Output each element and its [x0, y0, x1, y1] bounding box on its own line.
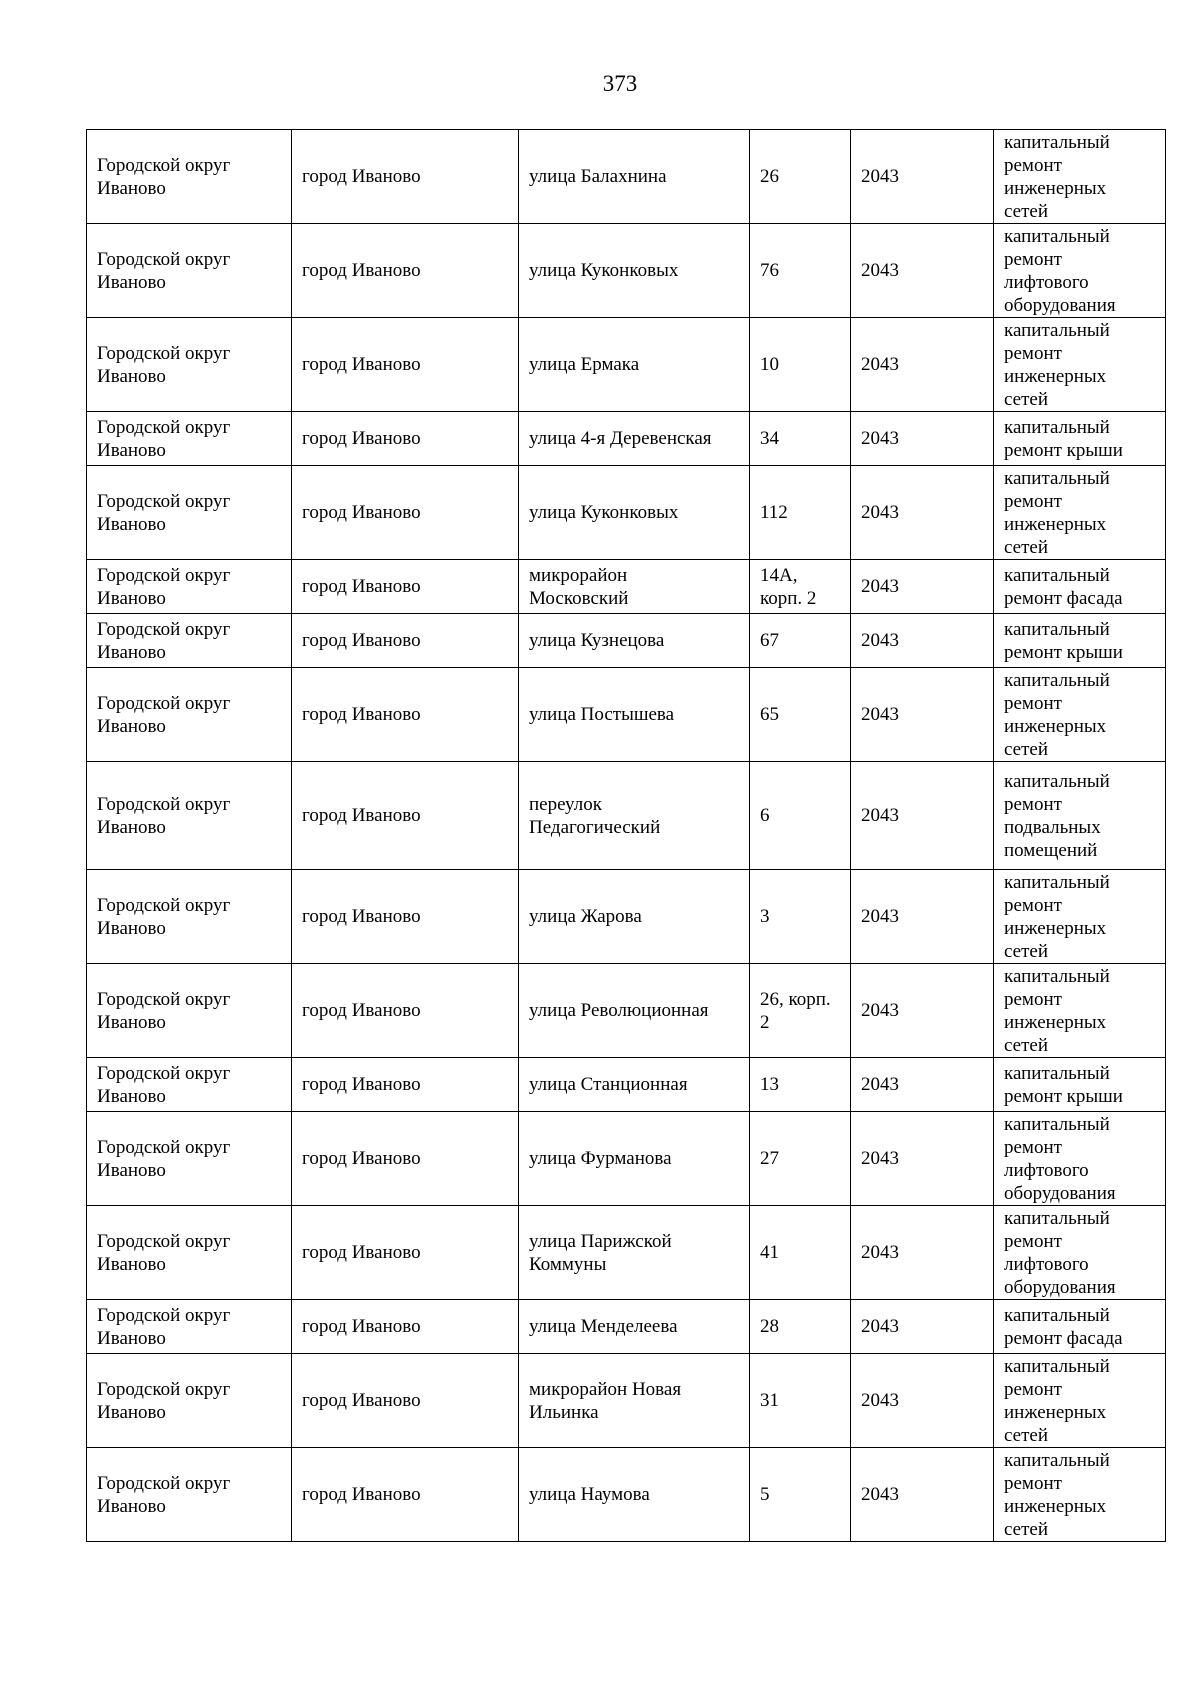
work-type-text: капитальный ремонт крыши: [1004, 416, 1123, 461]
settlement-text: город Иваново: [302, 1000, 421, 1021]
work-type-text: капитальный ремонт инженерных сетей: [1004, 131, 1110, 222]
table-row: [87, 318, 1166, 412]
year-cell: [851, 224, 994, 318]
district-text: Городской округ Иваново: [97, 1472, 231, 1517]
house-cell: [750, 1206, 851, 1300]
table-row: [87, 466, 1166, 560]
year-text: 2043: [861, 502, 899, 523]
settlement-text: город Иваново: [302, 1484, 421, 1505]
table-body: [87, 130, 1166, 1542]
street-cell: [519, 1448, 750, 1542]
district-text: Городской округ Иваново: [97, 618, 231, 663]
house-text: 6: [760, 805, 770, 826]
work-type-text: капитальный ремонт лифтового оборудования: [1004, 1113, 1116, 1204]
house-cell: [750, 130, 851, 224]
table-row: [87, 1112, 1166, 1206]
street-cell: [519, 1300, 750, 1354]
district-cell: [87, 466, 292, 560]
settlement-cell: [292, 1354, 519, 1448]
settlement-cell: [292, 1300, 519, 1354]
work-type-cell: [994, 1058, 1166, 1112]
street-text: улица Парижской Коммуны: [529, 1230, 672, 1275]
table-row: [87, 224, 1166, 318]
settlement-cell: [292, 466, 519, 560]
settlement-text: город Иваново: [302, 805, 421, 826]
district-cell: [87, 1206, 292, 1300]
district-cell: [87, 1112, 292, 1206]
work-type-text: капитальный ремонт инженерных сетей: [1004, 319, 1110, 410]
street-text: улица 4-я Деревенская: [529, 428, 712, 449]
district-text: Городской округ Иваново: [97, 1378, 231, 1423]
settlement-cell: [292, 762, 519, 870]
street-text: улица Балахнина: [529, 166, 667, 187]
settlement-cell: [292, 318, 519, 412]
year-text: 2043: [861, 906, 899, 927]
street-cell: [519, 466, 750, 560]
house-text: 27: [760, 1148, 779, 1169]
work-type-text: капитальный ремонт крыши: [1004, 1062, 1123, 1107]
house-cell: [750, 224, 851, 318]
district-text: Городской округ Иваново: [97, 692, 231, 737]
settlement-cell: [292, 1206, 519, 1300]
street-text: улица Наумова: [529, 1484, 650, 1505]
district-cell: [87, 224, 292, 318]
house-cell: [750, 1112, 851, 1206]
year-text: 2043: [861, 805, 899, 826]
house-cell: [750, 1058, 851, 1112]
year-text: 2043: [861, 428, 899, 449]
work-type-text: капитальный ремонт инженерных сетей: [1004, 965, 1110, 1056]
street-text: переулок Педагогический: [529, 793, 661, 838]
district-cell: [87, 1058, 292, 1112]
house-cell: [750, 1300, 851, 1354]
work-type-text: капитальный ремонт подвальных помещений: [1004, 770, 1110, 861]
district-cell: [87, 412, 292, 466]
house-cell: [750, 614, 851, 668]
street-text: улица Менделеева: [529, 1316, 678, 1337]
street-cell: [519, 614, 750, 668]
settlement-text: город Иваново: [302, 354, 421, 375]
work-type-text: капитальный ремонт крыши: [1004, 618, 1123, 663]
street-text: улица Кузнецова: [529, 630, 665, 651]
district-text: Городской округ Иваново: [97, 342, 231, 387]
year-text: 2043: [861, 1000, 899, 1021]
settlement-text: город Иваново: [302, 1390, 421, 1411]
work-type-text: капитальный ремонт лифтового оборудования: [1004, 1207, 1116, 1298]
district-text: Городской округ Иваново: [97, 793, 231, 838]
work-type-cell: [994, 1206, 1166, 1300]
settlement-cell: [292, 614, 519, 668]
house-text: 67: [760, 630, 779, 651]
district-text: Городской округ Иваново: [97, 1230, 231, 1275]
street-text: улица Станционная: [529, 1074, 688, 1095]
settlement-text: город Иваново: [302, 502, 421, 523]
street-cell: [519, 668, 750, 762]
settlement-cell: [292, 1058, 519, 1112]
year-text: 2043: [861, 1316, 899, 1337]
work-type-cell: [994, 964, 1166, 1058]
house-text: 34: [760, 428, 779, 449]
street-text: улица Жарова: [529, 906, 642, 927]
house-text: 41: [760, 1242, 779, 1263]
table-row: [87, 1300, 1166, 1354]
settlement-cell: [292, 964, 519, 1058]
district-cell: [87, 130, 292, 224]
year-cell: [851, 1300, 994, 1354]
house-text: 14А, корп. 2: [760, 564, 817, 609]
house-text: 76: [760, 260, 779, 281]
settlement-cell: [292, 560, 519, 614]
work-type-cell: [994, 130, 1166, 224]
settlement-text: город Иваново: [302, 704, 421, 725]
year-cell: [851, 1354, 994, 1448]
table-row: [87, 614, 1166, 668]
page-number: 373: [602, 71, 638, 96]
work-type-cell: [994, 560, 1166, 614]
year-text: 2043: [861, 1484, 899, 1505]
work-type-cell: [994, 668, 1166, 762]
house-text: 10: [760, 354, 779, 375]
year-text: 2043: [861, 704, 899, 725]
table-row: [87, 870, 1166, 964]
work-type-cell: [994, 762, 1166, 870]
table-row: [87, 1058, 1166, 1112]
district-text: Городской округ Иваново: [97, 1304, 231, 1349]
year-cell: [851, 1448, 994, 1542]
street-text: улица Куконковых: [529, 260, 679, 281]
house-cell: [750, 1448, 851, 1542]
table-row: [87, 1448, 1166, 1542]
street-text: микрорайон Новая Ильинка: [529, 1378, 682, 1423]
street-text: улица Постышева: [529, 704, 675, 725]
house-text: 65: [760, 704, 779, 725]
year-text: 2043: [861, 354, 899, 375]
house-cell: [750, 466, 851, 560]
district-cell: [87, 964, 292, 1058]
year-cell: [851, 466, 994, 560]
district-cell: [87, 560, 292, 614]
work-type-cell: [994, 1112, 1166, 1206]
house-cell: [750, 762, 851, 870]
house-cell: [750, 668, 851, 762]
district-text: Городской округ Иваново: [97, 490, 231, 535]
year-cell: [851, 668, 994, 762]
house-cell: [750, 318, 851, 412]
district-cell: [87, 668, 292, 762]
year-cell: [851, 412, 994, 466]
house-text: 112: [760, 502, 788, 523]
street-cell: [519, 1206, 750, 1300]
house-text: 5: [760, 1484, 770, 1505]
house-text: 26, корп. 2: [760, 988, 831, 1033]
year-cell: [851, 870, 994, 964]
year-text: 2043: [861, 1242, 899, 1263]
district-cell: [87, 762, 292, 870]
settlement-text: город Иваново: [302, 630, 421, 651]
work-type-cell: [994, 614, 1166, 668]
work-type-cell: [994, 224, 1166, 318]
settlement-cell: [292, 224, 519, 318]
settlement-cell: [292, 130, 519, 224]
table-row: [87, 560, 1166, 614]
district-cell: [87, 1354, 292, 1448]
district-text: Городской округ Иваново: [97, 1062, 231, 1107]
work-type-cell: [994, 1300, 1166, 1354]
work-type-text: капитальный ремонт инженерных сетей: [1004, 467, 1110, 558]
district-text: Городской округ Иваново: [97, 416, 231, 461]
work-type-text: капитальный ремонт фасада: [1004, 1304, 1123, 1349]
house-text: 26: [760, 166, 779, 187]
settlement-text: город Иваново: [302, 1148, 421, 1169]
settlement-text: город Иваново: [302, 1074, 421, 1095]
year-cell: [851, 1112, 994, 1206]
year-text: 2043: [861, 166, 899, 187]
table-row: [87, 130, 1166, 224]
district-text: Городской округ Иваново: [97, 988, 231, 1033]
year-cell: [851, 130, 994, 224]
work-type-cell: [994, 412, 1166, 466]
house-text: 13: [760, 1074, 779, 1095]
work-type-cell: [994, 1354, 1166, 1448]
street-text: улица Куконковых: [529, 502, 679, 523]
settlement-text: город Иваново: [302, 428, 421, 449]
district-cell: [87, 870, 292, 964]
house-cell: [750, 870, 851, 964]
settlement-text: город Иваново: [302, 576, 421, 597]
settlement-text: город Иваново: [302, 1242, 421, 1263]
street-cell: [519, 130, 750, 224]
year-cell: [851, 1058, 994, 1112]
housing-repair-table: [86, 129, 1166, 1542]
house-cell: [750, 560, 851, 614]
work-type-text: капитальный ремонт фасада: [1004, 564, 1123, 609]
work-type-text: капитальный ремонт лифтового оборудования: [1004, 225, 1116, 316]
year-cell: [851, 1206, 994, 1300]
work-type-text: капитальный ремонт инженерных сетей: [1004, 1449, 1110, 1540]
settlement-cell: [292, 412, 519, 466]
settlement-text: город Иваново: [302, 166, 421, 187]
settlement-cell: [292, 870, 519, 964]
work-type-text: капитальный ремонт инженерных сетей: [1004, 871, 1110, 962]
district-text: Городской округ Иваново: [97, 564, 231, 609]
district-text: Городской округ Иваново: [97, 894, 231, 939]
table-row: [87, 964, 1166, 1058]
house-cell: [750, 1354, 851, 1448]
settlement-text: город Иваново: [302, 1316, 421, 1337]
work-type-text: капитальный ремонт инженерных сетей: [1004, 669, 1110, 760]
district-text: Городской округ Иваново: [97, 1136, 231, 1181]
street-text: улица Фурманова: [529, 1148, 672, 1169]
table-row: [87, 1354, 1166, 1448]
street-cell: [519, 412, 750, 466]
house-cell: [750, 412, 851, 466]
settlement-cell: [292, 1112, 519, 1206]
table-row: [87, 668, 1166, 762]
year-cell: [851, 762, 994, 870]
street-text: микрорайон Московский: [529, 564, 629, 609]
district-cell: [87, 614, 292, 668]
house-cell: [750, 964, 851, 1058]
year-cell: [851, 318, 994, 412]
work-type-cell: [994, 870, 1166, 964]
district-text: Городской округ Иваново: [97, 154, 231, 199]
street-cell: [519, 762, 750, 870]
table-row: [87, 412, 1166, 466]
house-text: 28: [760, 1316, 779, 1337]
settlement-text: город Иваново: [302, 260, 421, 281]
street-text: улица Ермака: [529, 354, 640, 375]
year-text: 2043: [861, 630, 899, 651]
house-text: 3: [760, 906, 770, 927]
year-text: 2043: [861, 1148, 899, 1169]
district-cell: [87, 318, 292, 412]
table-row: [87, 762, 1166, 870]
work-type-text: капитальный ремонт инженерных сетей: [1004, 1355, 1110, 1446]
work-type-cell: [994, 318, 1166, 412]
year-text: 2043: [861, 260, 899, 281]
street-cell: [519, 1112, 750, 1206]
year-cell: [851, 560, 994, 614]
house-text: 31: [760, 1390, 779, 1411]
street-text: улица Революционная: [529, 1000, 709, 1021]
street-cell: [519, 224, 750, 318]
street-cell: [519, 1354, 750, 1448]
work-type-cell: [994, 466, 1166, 560]
street-cell: [519, 964, 750, 1058]
year-cell: [851, 614, 994, 668]
settlement-cell: [292, 1448, 519, 1542]
district-text: Городской округ Иваново: [97, 248, 231, 293]
year-text: 2043: [861, 1390, 899, 1411]
district-cell: [87, 1448, 292, 1542]
street-cell: [519, 318, 750, 412]
street-cell: [519, 560, 750, 614]
year-cell: [851, 964, 994, 1058]
settlement-cell: [292, 668, 519, 762]
street-cell: [519, 1058, 750, 1112]
district-cell: [87, 1300, 292, 1354]
settlement-text: город Иваново: [302, 906, 421, 927]
work-type-cell: [994, 1448, 1166, 1542]
table-row: [87, 1206, 1166, 1300]
year-text: 2043: [861, 576, 899, 597]
year-text: 2043: [861, 1074, 899, 1095]
street-cell: [519, 870, 750, 964]
